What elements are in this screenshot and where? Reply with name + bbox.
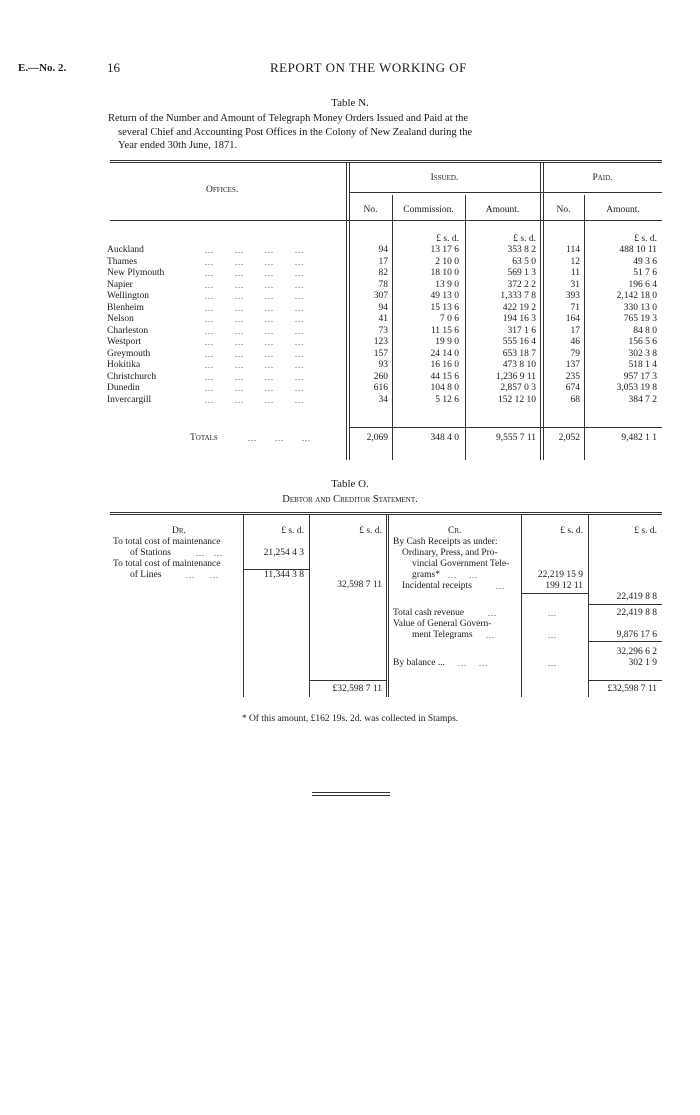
col-paid: Paid. bbox=[592, 173, 613, 183]
issued-amount: 569 1 3 bbox=[507, 268, 536, 278]
col-commission: Commission. bbox=[403, 205, 454, 215]
paid-no: 393 bbox=[565, 291, 580, 301]
document-reference: E.—No. 2. bbox=[18, 62, 67, 74]
issued-amount: 555 16 4 bbox=[502, 337, 536, 347]
office-name: Greymouth bbox=[107, 348, 151, 359]
office-name: Dunedin bbox=[107, 383, 140, 393]
issued-no: 78 bbox=[378, 279, 388, 290]
page-number: 16 bbox=[107, 60, 120, 75]
issued-no: 157 bbox=[373, 348, 388, 359]
paid-no: 31 bbox=[570, 279, 580, 290]
paid-amount: 765 19 3 bbox=[623, 314, 657, 324]
issued-commission: 18 10 0 bbox=[430, 268, 459, 278]
issued-amount: 63 5 0 bbox=[512, 256, 536, 267]
issued-no: 616 bbox=[373, 383, 388, 393]
office-name: Thames bbox=[107, 256, 138, 267]
office-name: Nelson bbox=[107, 314, 134, 324]
cr-total: £32,598 7 11 bbox=[607, 684, 657, 694]
issued-commission: 5 12 6 bbox=[435, 394, 459, 405]
dr-item-lines: To total cost of maintenance bbox=[113, 559, 221, 569]
issued-no: 260 bbox=[373, 371, 388, 382]
cr-line-4: grams* bbox=[412, 570, 440, 580]
dr-label: Dr. bbox=[172, 526, 186, 536]
cr-lsd-1: £ s. d. bbox=[560, 526, 583, 536]
cr-gov-telegrams-value: 9,876 17 6 bbox=[616, 630, 657, 640]
cr-subtotal-1: 22,419 8 8 bbox=[616, 592, 657, 602]
table-o-subtitle: Debtor and Creditor Statement. bbox=[282, 494, 418, 505]
cr-total-cash: Total cash revenue bbox=[393, 608, 465, 618]
issued-commission: 15 13 6 bbox=[430, 302, 459, 313]
paid-no: 46 bbox=[570, 337, 580, 347]
dr-item-stations: To total cost of maintenance bbox=[113, 537, 221, 547]
cr-gov-telegrams: Value of General Govern- bbox=[393, 619, 492, 629]
totals-label: Totals bbox=[190, 433, 218, 443]
cr-line-2: Ordinary, Press, and Pro- bbox=[402, 548, 498, 558]
cr-subtotal-2: 32,296 6 2 bbox=[616, 647, 657, 657]
issued-no: 73 bbox=[378, 325, 388, 336]
office-name: Auckland bbox=[107, 245, 144, 255]
office-name: Napier bbox=[107, 279, 133, 290]
table-o-title: Table O. bbox=[331, 478, 369, 490]
cr-lsd-2: £ s. d. bbox=[634, 526, 657, 536]
lsd-amount: £ s. d. bbox=[513, 234, 536, 244]
office-name: Westport bbox=[107, 337, 142, 347]
issued-no: 34 bbox=[378, 394, 388, 405]
cr-line-3: vincial Government Tele- bbox=[412, 559, 510, 569]
issued-commission: 11 15 6 bbox=[430, 325, 459, 336]
office-name: Hokitika bbox=[107, 360, 141, 370]
totals-no: 2,069 bbox=[366, 433, 388, 443]
dr-item-stations-value: 21,254 4 3 bbox=[263, 548, 304, 558]
cr-label: Cr. bbox=[448, 526, 462, 536]
issued-amount: 194 16 3 bbox=[502, 314, 536, 324]
issued-amount: 653 18 7 bbox=[502, 348, 536, 359]
footnote: * Of this amount, £162 19s. 2d. was collected in Stamps. bbox=[241, 714, 459, 724]
dr-item-lines-2: of Lines bbox=[130, 570, 162, 580]
col-no-paid: No. bbox=[556, 205, 571, 215]
paid-no: 114 bbox=[566, 245, 580, 255]
office-name: Blenheim bbox=[107, 302, 144, 313]
totals-commission: 348 4 0 bbox=[430, 433, 459, 443]
issued-amount: 2,857 0 3 bbox=[500, 383, 536, 393]
paid-amount: 330 13 0 bbox=[623, 302, 657, 313]
table-n-caption: Return of the Number and Amount of Telegraph Money Orders Issued and Paid at the several Chief and Accounting Post Offices in the Colony of New Zealand during the Year ended 30th June, 1871. bbox=[108, 113, 473, 151]
paid-amount: 3,053 19 8 bbox=[616, 383, 657, 393]
cr-telegrams-value: 22,219 15 9 bbox=[537, 570, 583, 580]
issued-no: 17 bbox=[378, 256, 388, 267]
issued-no: 41 bbox=[378, 314, 388, 324]
paid-no: 164 bbox=[565, 314, 580, 324]
cr-balance: By balance ... bbox=[393, 658, 445, 668]
paid-amount: 518 1 4 bbox=[628, 360, 657, 370]
paid-no: 11 bbox=[570, 268, 580, 278]
dr-item-lines-value: 11,344 3 8 bbox=[263, 570, 304, 580]
cr-balance-value: 302 1 9 bbox=[628, 658, 657, 668]
dr-total: £32,598 7 11 bbox=[332, 684, 382, 694]
office-name: Wellington bbox=[107, 291, 149, 301]
issued-no: 93 bbox=[378, 360, 388, 370]
issued-amount: 152 12 10 bbox=[498, 394, 536, 405]
issued-commission: 7 0 6 bbox=[440, 314, 459, 324]
col-offices: Offices. bbox=[206, 185, 239, 195]
cr-gov-telegrams-2: ment Telegrams bbox=[412, 630, 473, 640]
issued-amount: 1,333 7 8 bbox=[500, 291, 536, 301]
dr-lsd-1: £ s. d. bbox=[281, 526, 304, 536]
paid-no: 68 bbox=[570, 394, 580, 405]
issued-no: 82 bbox=[378, 268, 388, 278]
paid-amount: 156 5 6 bbox=[628, 337, 657, 347]
col-no: No. bbox=[363, 205, 378, 215]
paid-no: 137 bbox=[565, 360, 580, 370]
cr-total-cash-value: 22,419 8 8 bbox=[616, 608, 657, 618]
issued-no: 307 bbox=[373, 291, 388, 301]
paid-amount: 302 3 8 bbox=[628, 348, 657, 359]
issued-no: 123 bbox=[373, 337, 388, 347]
issued-amount: 372 2 2 bbox=[507, 279, 536, 290]
totals-amount: 9,555 7 11 bbox=[495, 433, 536, 443]
issued-commission: 13 9 0 bbox=[435, 279, 459, 290]
issued-commission: 104 8 0 bbox=[430, 383, 459, 393]
paid-no: 12 bbox=[570, 256, 580, 267]
paid-amount: 49 3 6 bbox=[633, 256, 657, 267]
cr-incidental: Incidental receipts bbox=[402, 581, 472, 591]
paid-amount: 51 7 6 bbox=[633, 268, 657, 278]
cr-cash-receipts: By Cash Receipts as under: bbox=[393, 537, 498, 547]
issued-amount: 317 1 6 bbox=[507, 325, 536, 336]
office-name: Charleston bbox=[107, 325, 149, 336]
office-name: Christchurch bbox=[107, 371, 157, 382]
paid-amount: 2,142 18 0 bbox=[616, 291, 657, 301]
issued-commission: 44 15 6 bbox=[430, 371, 459, 382]
issued-amount: 1,236 9 11 bbox=[495, 371, 536, 382]
issued-commission: 2 10 0 bbox=[435, 256, 459, 267]
issued-amount: 473 8 10 bbox=[502, 360, 536, 370]
issued-commission: 19 9 0 bbox=[435, 337, 459, 347]
issued-amount: 353 8 2 bbox=[507, 245, 536, 255]
col-amount: Amount. bbox=[485, 205, 520, 215]
lsd-commission: £ s. d. bbox=[436, 234, 459, 244]
col-issued: Issued. bbox=[430, 173, 459, 183]
issued-commission: 49 13 0 bbox=[430, 291, 459, 301]
paid-no: 235 bbox=[565, 371, 580, 382]
issued-amount: 422 19 2 bbox=[502, 302, 536, 313]
issued-no: 94 bbox=[378, 245, 388, 255]
page-title: REPORT ON THE WORKING OF bbox=[270, 60, 467, 75]
col-amount-paid: Amount. bbox=[606, 205, 640, 215]
issued-commission: 24 14 0 bbox=[430, 348, 459, 359]
paid-amount: 384 7 2 bbox=[628, 394, 657, 405]
paid-no: 71 bbox=[570, 302, 580, 313]
cr-incidental-value: 199 12 11 bbox=[545, 581, 583, 591]
paid-amount: 84 8 0 bbox=[633, 325, 657, 336]
dr-subtotal: 32,598 7 11 bbox=[337, 580, 382, 590]
dr-item-stations-2: of Stations bbox=[130, 548, 171, 558]
paid-amount: 196 6 4 bbox=[628, 279, 657, 290]
paid-no: 674 bbox=[565, 383, 580, 393]
office-name: New Plymouth bbox=[107, 268, 165, 278]
totals-paid-amount: 9,482 1 1 bbox=[621, 433, 657, 443]
office-name: Invercargill bbox=[107, 394, 152, 405]
issued-commission: 13 17 6 bbox=[430, 245, 459, 255]
issued-commission: 16 16 0 bbox=[430, 360, 459, 370]
issued-no: 94 bbox=[378, 302, 388, 313]
totals-paid-no: 2,052 bbox=[558, 433, 580, 443]
table-n-title: Table N. bbox=[331, 97, 369, 109]
paid-no: 17 bbox=[570, 325, 580, 336]
lsd-amount-paid: £ s. d. bbox=[634, 234, 657, 244]
paid-no: 79 bbox=[570, 348, 580, 359]
dr-lsd-2: £ s. d. bbox=[359, 526, 382, 536]
paid-amount: 957 17 3 bbox=[623, 371, 657, 382]
paid-amount: 488 10 11 bbox=[619, 245, 657, 255]
